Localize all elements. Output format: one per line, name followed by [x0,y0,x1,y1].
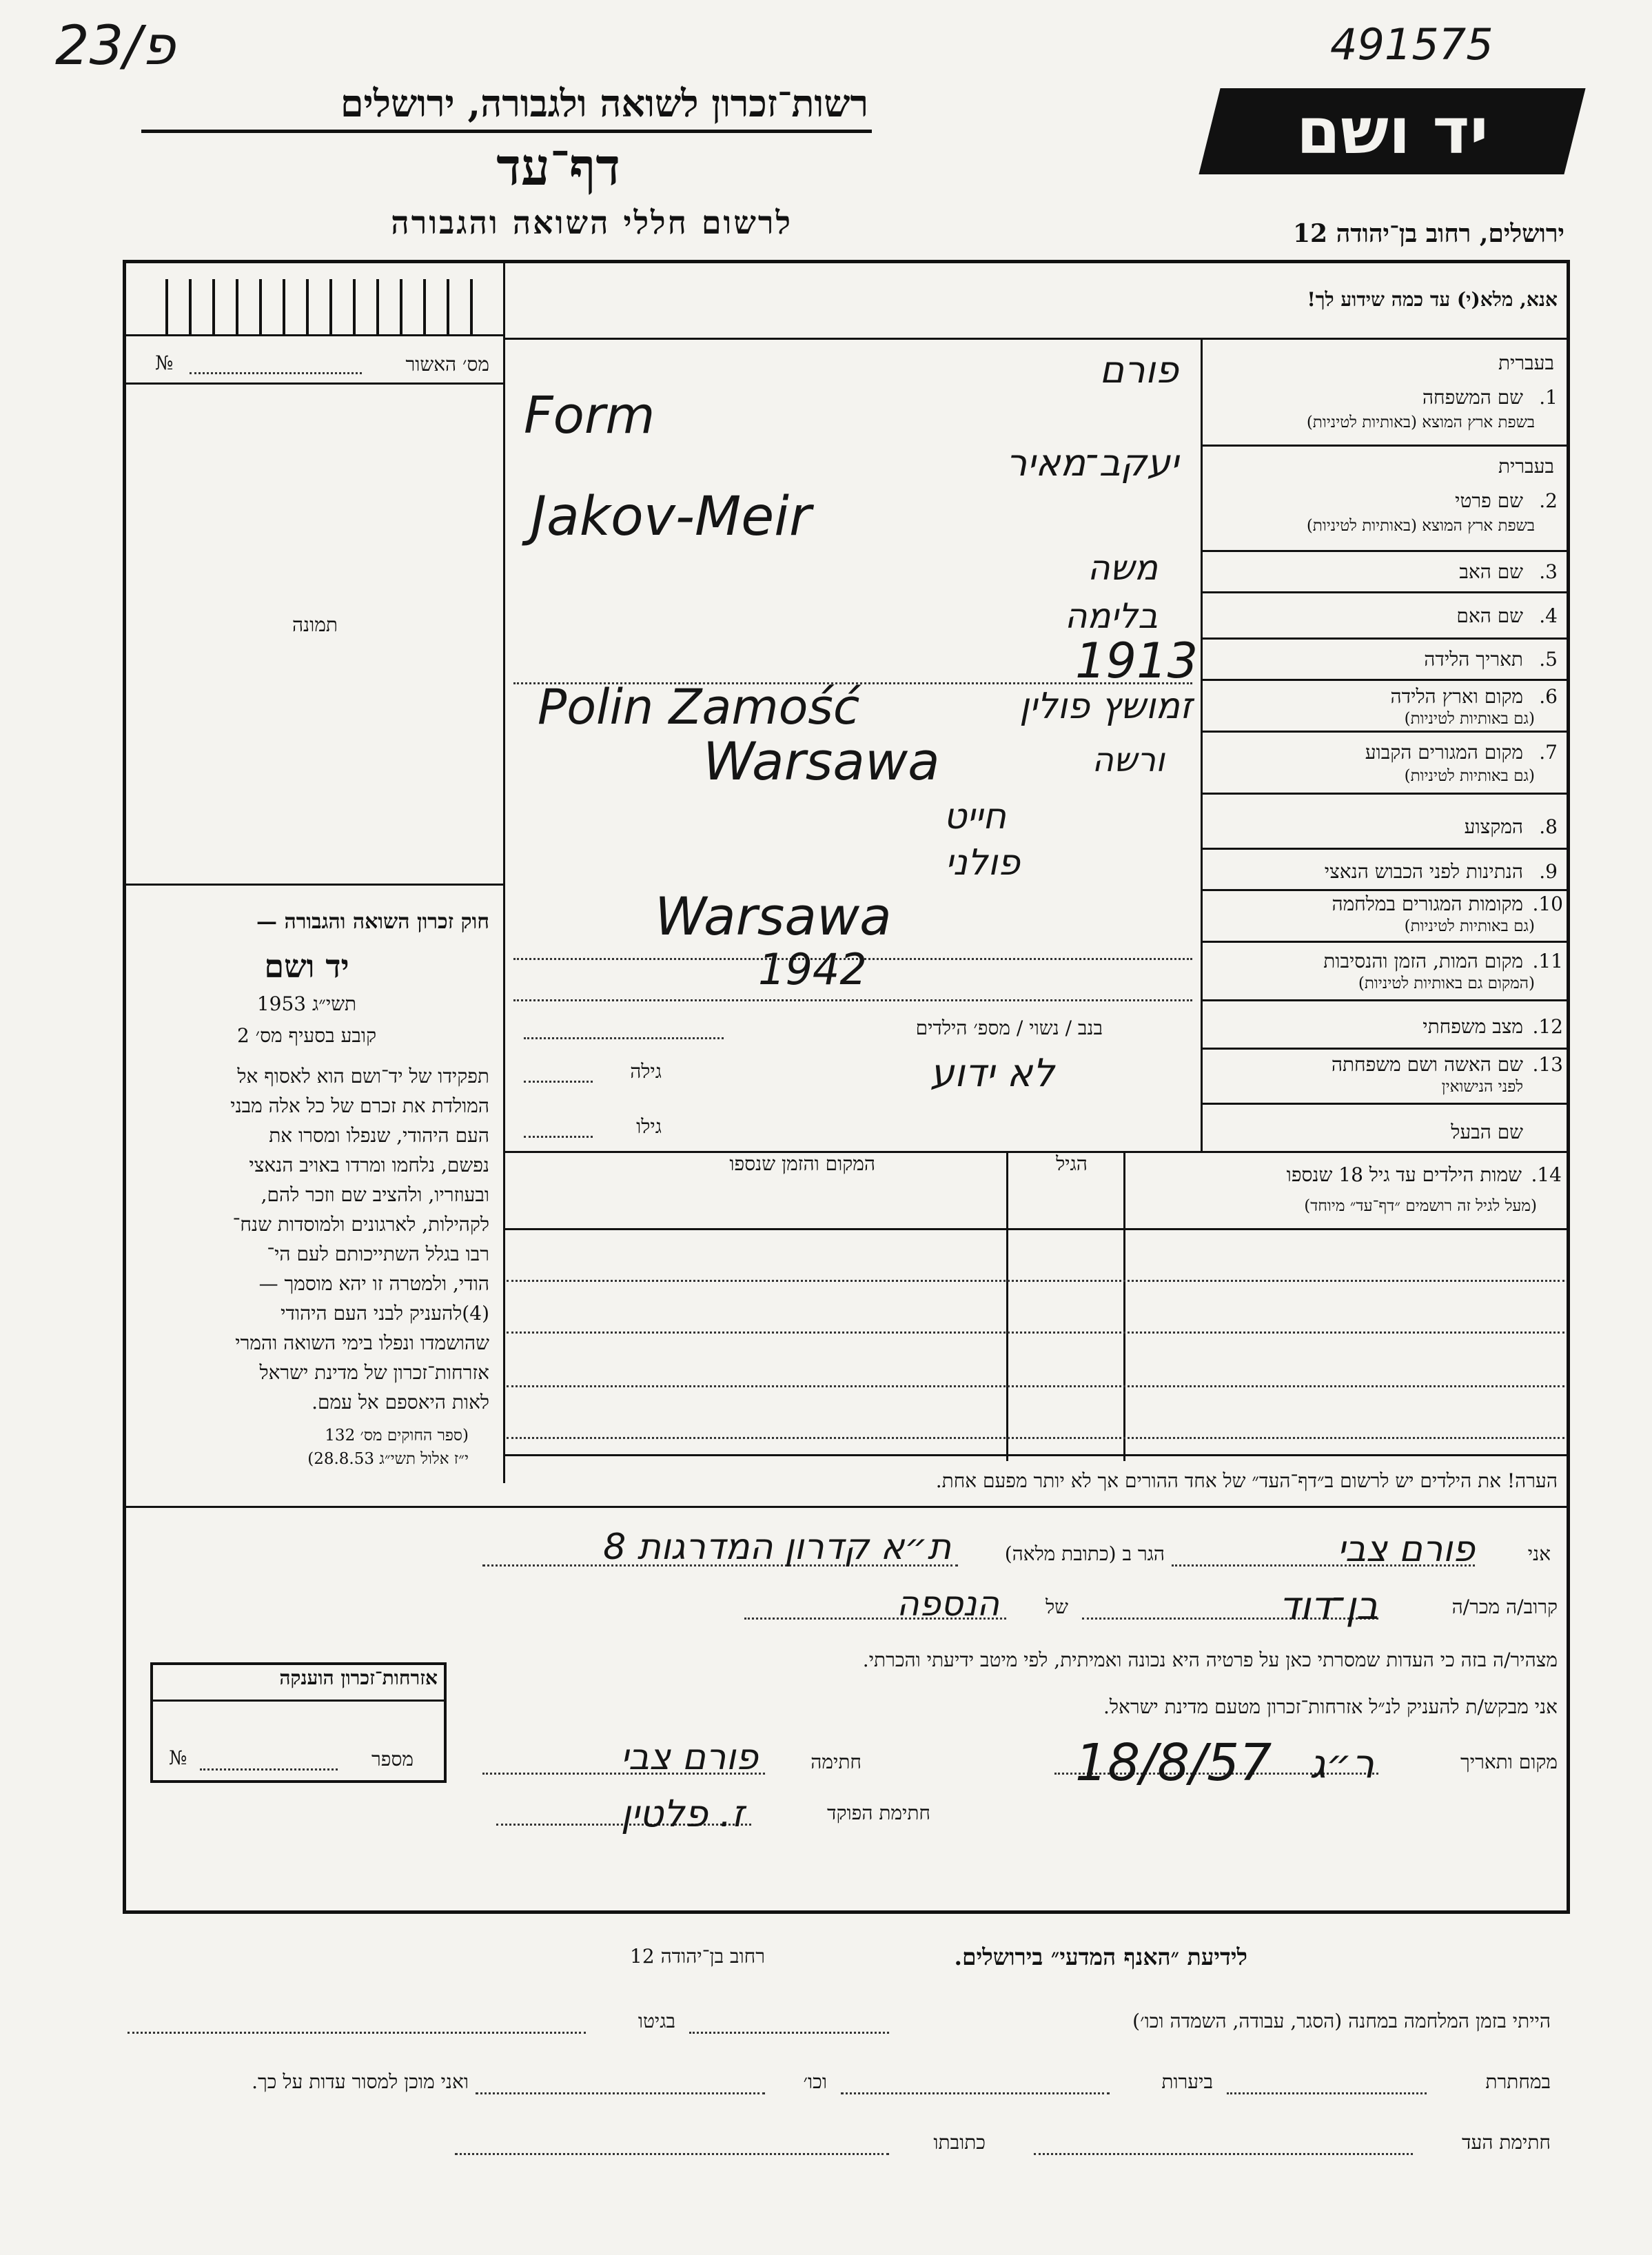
row-divider [1201,591,1570,593]
law-line: לאות היאספם אל עמם. [312,1391,489,1414]
citizenship-number-label: מספר [371,1748,414,1771]
row-divider [1201,731,1570,733]
hw-witness-address: ת״א קדרון המדרגות 8 [603,1527,951,1568]
hw-relation-of: הנספה [896,1584,999,1624]
field-12-label: מצב משפחתי [1422,1015,1523,1038]
row-divider [1201,848,1570,850]
law-name: יד ושם [264,948,349,985]
row-divider [1201,793,1570,795]
husband-label: שם הבעל [1451,1121,1523,1143]
bottom-ghetto-dots [128,2032,586,2034]
hw-surname-latin: Form [524,386,655,445]
form-title: דף־עד [496,138,620,197]
note-line [123,1506,1570,1508]
field-7-label: מקום המגורים הקבוע [1365,741,1523,764]
bottom-address-dots [455,2153,889,2155]
field-1-hebrew-tag: בעברית [1498,351,1554,374]
form-subtitle: לרשום חללי השואה והגבורה [391,204,793,241]
field-7-number: 7. [1539,741,1558,764]
decl-of-label: של [1046,1595,1068,1618]
field-1-sub: בשפת ארץ המוצא (באותיות לטיניות) [1306,414,1535,431]
law-line: הודי, ולמטרה זו יהא מוסמך — [258,1272,489,1295]
hw-firstname-hebrew: יעקב־מאיר [1006,441,1179,484]
hw-place: ר״ג [1309,1740,1375,1787]
approval-number-label: מס׳ האשור [405,353,489,376]
row-divider [1201,1103,1570,1105]
yad-vashem-logo [1199,88,1585,174]
decl-place-date-label: מקום ותאריך [1460,1751,1558,1773]
approval-no-symbol: № [155,351,174,374]
field-11-sub: (המקום גם באותיות לטיניות) [1358,975,1535,992]
bottom-etc-dots [476,2092,765,2094]
row-divider [1201,637,1570,640]
bottom-info-title: לידיעת ״האנף המדעי״ בירושלים. [954,1943,1247,1970]
law-year: תשי״ג 1953 [256,992,357,1015]
children-sub: (מעל לגיל זה רושמים ״דף־עד״ מיוחד) [1304,1197,1537,1215]
law-heading: חוק זכרון השואה והגבורה — [256,910,489,934]
authority-underline [141,130,872,133]
field-6-label: מקום וארץ הלידה [1390,685,1523,708]
row-divider [1201,445,1570,447]
corner-file-number: 23/פ [55,15,176,77]
bottom-testimony-label: ואני מוכן למסור עדות על כך. [252,2070,469,2093]
hw-birthplace-latin: Polin Zamość [538,679,860,735]
row-divider [1201,999,1570,1001]
approval-top-line [124,334,503,336]
child-row-line [507,1385,1564,1387]
law-line: רבו בגלל השתייכותם לעם הי־ [267,1243,489,1265]
instruction-line [503,338,1570,340]
photo-bottom-line [124,884,503,886]
children-label: שמות הילדים עד גיל 18 שנספו [1286,1163,1522,1186]
row-divider [1201,1048,1570,1050]
hw-date: 18/8/57 [1075,1733,1272,1793]
bottom-info-address: רחוב בן־יהודה 12 [630,1945,765,1968]
children-col-divider [1123,1151,1125,1461]
bottom-camp-label: הייתי בזמן המלחמה במחנה (הסגר, עבודה, השמדה וכו׳) [1132,2010,1551,2032]
photo-label: תמונה [292,613,338,636]
authority-name: רשות־זכרון לשואה ולגבורה, ירושלים [340,81,868,125]
field-6-sub: (גם באותיות לטיניות) [1404,710,1535,728]
citizenship-number-dots [200,1768,338,1771]
field-11-number: 11. [1532,950,1563,972]
child-row-line [507,1437,1564,1439]
field-4-number: 4. [1539,604,1558,627]
law-text [131,1061,489,1417]
field-1-label: שם המשפחה [1422,386,1523,409]
bottom-etc-label: וכו׳ [803,2070,827,2093]
hw-citizenship: פולני [945,842,1020,884]
field-8-number: 8. [1539,815,1558,838]
hw-mother: בלימה [1064,596,1158,636]
field-2-hebrew-tag: בעברית [1498,455,1554,478]
hw-father: משה [1087,548,1158,588]
decl-resides-label: הגר ב (כתובת מלאה) [1004,1542,1165,1565]
children-bottom-line [503,1454,1570,1456]
decl-relative-label: קרוב/ה מכר/ה [1451,1595,1558,1618]
wife-age-label: גילה [630,1060,662,1083]
decl-statement: מצהיר/ה בזה כי העדות שמסרתי כאן על פרטיה היא נכונה ואמיתית, לפי מיטב ידיעתי והכרתי. [862,1649,1558,1671]
field-3-label: שם האב [1459,560,1523,583]
logo-text: יד ושם [1296,94,1489,168]
field-13-label: שם האשה ושם משפחתה [1331,1053,1523,1076]
left-column-divider [503,260,505,1483]
field-2-sub: בשפת ארץ המוצא (באותיות לטיניות) [1306,517,1535,535]
row-divider [1201,550,1570,552]
hw-birth-year: 1913 [1075,633,1199,689]
decl-ani: אני [1527,1542,1551,1565]
hw-wife: לא ידוע [930,1051,1054,1096]
approval-ticks [165,279,489,334]
field-12-number: 12. [1532,1015,1563,1038]
row-divider [1201,941,1570,943]
hw-officer-signature: ז. פלטין [620,1792,744,1835]
hw-relation: בן־דוד [1278,1584,1378,1629]
hw-surname-hebrew: פורם [1099,348,1179,391]
field-2-label: שם פרטי [1455,489,1523,512]
law-line: לקהילות, לארגונים ולמוסדות שנח־ [232,1213,489,1236]
field-9-label: הנתינות לפני הכבוש הנאצי [1324,860,1523,883]
hw-wartime-latin: Warsawa [655,886,892,947]
field-10-label: מקומות המגורים במלחמה [1332,892,1523,915]
child-row-line [507,1331,1564,1334]
decl-signature-label: חתימה [810,1751,861,1773]
hw-witness-name: פורם צבי [1337,1529,1475,1570]
field-10-sub: (גם באותיות לטיניות) [1404,917,1535,935]
field-11-label: מקום המות, הזמן והנסיבות [1323,950,1523,972]
bottom-witness-sig-dots [1034,2153,1413,2155]
bottom-forests-label: ביערות [1161,2070,1213,2093]
bottom-camp-dots [689,2032,889,2034]
law-line: המולדת את זכרם של כל אלה מבני [230,1094,489,1117]
field-3-number: 3. [1539,560,1558,583]
hw-birthplace-hebrew: זמושץ פולין [1019,686,1192,727]
law-clause: קובע בסעיף מס׳ 2 [236,1024,377,1047]
children-col-divider [1006,1151,1008,1461]
header-address: ירושלים, רחוב בן־יהודה 12 [1292,219,1564,248]
citizenship-box-divider [150,1700,447,1702]
approval-bottom-line [124,382,503,385]
hw-residence-latin: Warsawa [703,731,940,792]
field-13-sub: לפני הנישואין [1441,1078,1523,1096]
decl-request: אני מבקש/ת להעניק לנ״ל אזרחות־זכרון מטעם מדינת ישראל. [1103,1695,1558,1718]
children-age-column: הגיל [1056,1152,1088,1175]
field-6-number: 6. [1539,685,1558,708]
law-line: תפקידו של יד־ושם הוא לאסוף אל [237,1065,489,1088]
hw-signature: פורם צבי [620,1737,758,1778]
children-place-column: המקום והזמן שנספו [729,1152,875,1175]
field-5-label: תאריך הלידה [1424,648,1523,671]
bottom-forests-dots [841,2092,1110,2094]
hw-death-year: 1942 [758,944,867,994]
field-10-number: 10. [1532,892,1563,915]
corner-archive-number: 491575 [1330,19,1493,70]
law-line: נפשם, נלחמו ומרדו באויב הנאצי [249,1154,489,1176]
decl-officer-label: חתימת הפוקד [827,1802,930,1824]
field-5-number: 5. [1539,648,1558,671]
row-divider [1201,889,1570,891]
bottom-ghetto-label: בגיטו [638,2010,675,2032]
wife-age-dots [524,1081,593,1083]
hw-residence-hebrew: ורשה [1092,741,1165,779]
field-2-number: 2. [1539,489,1558,512]
hw-profession: חייט [944,796,1006,837]
field-13-number: 13. [1532,1053,1563,1076]
children-number: 14. [1531,1163,1562,1186]
citizenship-box-title: אזרחות־זכרון הוענקה [279,1666,438,1689]
bottom-witness-sig-label: חתימת העד [1462,2131,1551,2154]
law-reference-2: י״ז אלול תשי״ג 28.8.53) [307,1450,469,1468]
row-divider [1201,679,1570,681]
field-7-sub: (גם באותיות לטיניות) [1404,767,1535,785]
field-9-number: 9. [1539,860,1558,883]
husband-age-label: גילו [636,1115,662,1138]
husband-age-dots [524,1136,593,1138]
bottom-address-label: כתובתו [933,2131,986,2154]
marital-dots [524,1037,724,1039]
note-text: הערה! את הילדים יש לרשום ב״דף־העד״ של אחד ההורים אך לא יותר מפעם אחת. [935,1469,1558,1492]
approval-number-dots [190,372,362,374]
marital-options: בנב / נשוי / מספ׳ הילדים [915,1017,1103,1039]
law-line: העם היהודי, שנפלו ומסרו את [269,1124,489,1147]
field-1-number: 1. [1539,386,1558,409]
law-reference-1: (ספר החוקים מס׳ 132 [325,1427,469,1445]
field-8-label: המקצוע [1464,815,1523,838]
value-line [513,999,1192,1001]
hw-firstname-latin: Jakov-Meir [531,486,812,548]
law-line: ובעוזריו, ולהציב שם וזכר להם, [261,1183,489,1206]
field-4-label: שם האם [1456,604,1523,627]
citizenship-no-symbol: № [169,1746,187,1769]
law-line: (4)להעניק לבני העם היהודי [281,1302,489,1325]
child-row-line [507,1280,1564,1282]
bottom-underground-dots [1227,2092,1427,2094]
label-column-divider [1201,338,1203,1151]
law-line: אזרחות־זכרון של מדינת ישראל [259,1361,489,1384]
children-header-line [503,1228,1570,1230]
instruction-text: אנא, מלא(י) עד כמה שידוע לך! [1307,288,1558,311]
law-line: שהושמדו ונפלו בימי השואה והמרי [235,1331,489,1354]
bottom-underground-label: במחתרת [1485,2070,1551,2093]
